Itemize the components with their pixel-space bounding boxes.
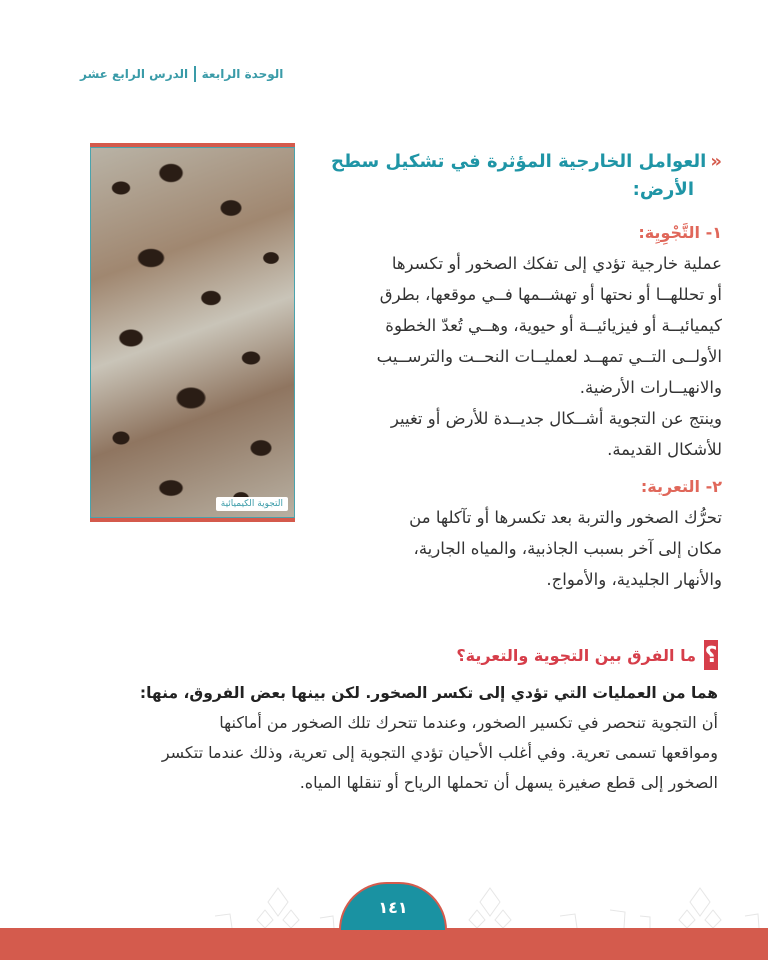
header-divider	[194, 66, 196, 82]
running-header	[80, 66, 283, 82]
erosion-heading: ٢- التعرية:	[640, 477, 722, 496]
erosion-section	[322, 472, 722, 595]
text-line: الأولــى التــي تمهــد لعمليــات النحــت والترســيب	[376, 347, 722, 366]
text-line: أو تحللهــا أو نحتها أو تهشــمها فــي موقعها، بطرق	[379, 285, 722, 304]
unit-label: الوحدة الرابعة	[201, 67, 284, 81]
text-line: كيميائيــة أو فيزيائيــة أو حيوية، وهــي تُعدّ الخطوة	[385, 316, 722, 335]
answer-block	[38, 678, 718, 798]
weathered-rock-photo	[90, 147, 295, 518]
question-mark-icon: ؟	[704, 640, 718, 670]
text-line: وينتج عن التجوية أشــكال جديــدة للأرض أو تغيير	[390, 409, 722, 428]
answer-intro: هما من العمليات التي تؤدي إلى تكسر الصخور. لكن بينها بعض الفروق، منها:	[139, 684, 718, 702]
text-line: والأنهار الجليدية، والأمواج.	[546, 570, 722, 589]
photo-bottom-bar	[90, 518, 295, 522]
weathering-section	[322, 218, 722, 465]
lesson-label: الدرس الرابع عشر	[80, 67, 189, 81]
answer-line: أن التجوية تنحصر في تكسير الصخور، وعندما تتحرك تلك الصخور من أماكنها	[219, 713, 718, 732]
text-line: والانهيــارات الأرضية.	[579, 378, 722, 397]
question-text: ما الفرق بين التجوية والتعرية؟	[456, 645, 696, 665]
title-line-2: الأرض:	[632, 179, 694, 200]
page-number: ١٤١	[339, 882, 447, 930]
double-chevron-icon: «	[710, 151, 722, 172]
footer-bar	[0, 928, 768, 960]
answer-line: ومواقعها تسمى تعرية. وفي أغلب الأحيان تؤدي التجوية إلى تعرية، وذلك عندما تتكسر	[161, 743, 718, 762]
text-line: مكان إلى آخر بسبب الجاذبية، والمياه الجارية،	[413, 539, 722, 558]
section-title	[322, 148, 722, 204]
title-line-1: العوامل الخارجية المؤثرة في تشكيل سطح	[330, 151, 707, 172]
weathering-heading: ١- التَّجْوِيِة:	[638, 223, 722, 242]
text-line: للأشكال القديمة.	[607, 440, 722, 459]
text-line: تحرُّك الصخور والتربة بعد تكسرها أو تآكلها من	[409, 508, 722, 527]
photo-caption: التجوية الكيميائية	[216, 497, 288, 511]
question-heading	[456, 640, 718, 670]
answer-line: الصخور إلى قطع صغيرة يسهل أن تحملها الرياح أو تنقلها المياه.	[299, 773, 718, 792]
text-line: عملية خارجية تؤدي إلى تفكك الصخور أو تكسرها	[391, 254, 722, 273]
